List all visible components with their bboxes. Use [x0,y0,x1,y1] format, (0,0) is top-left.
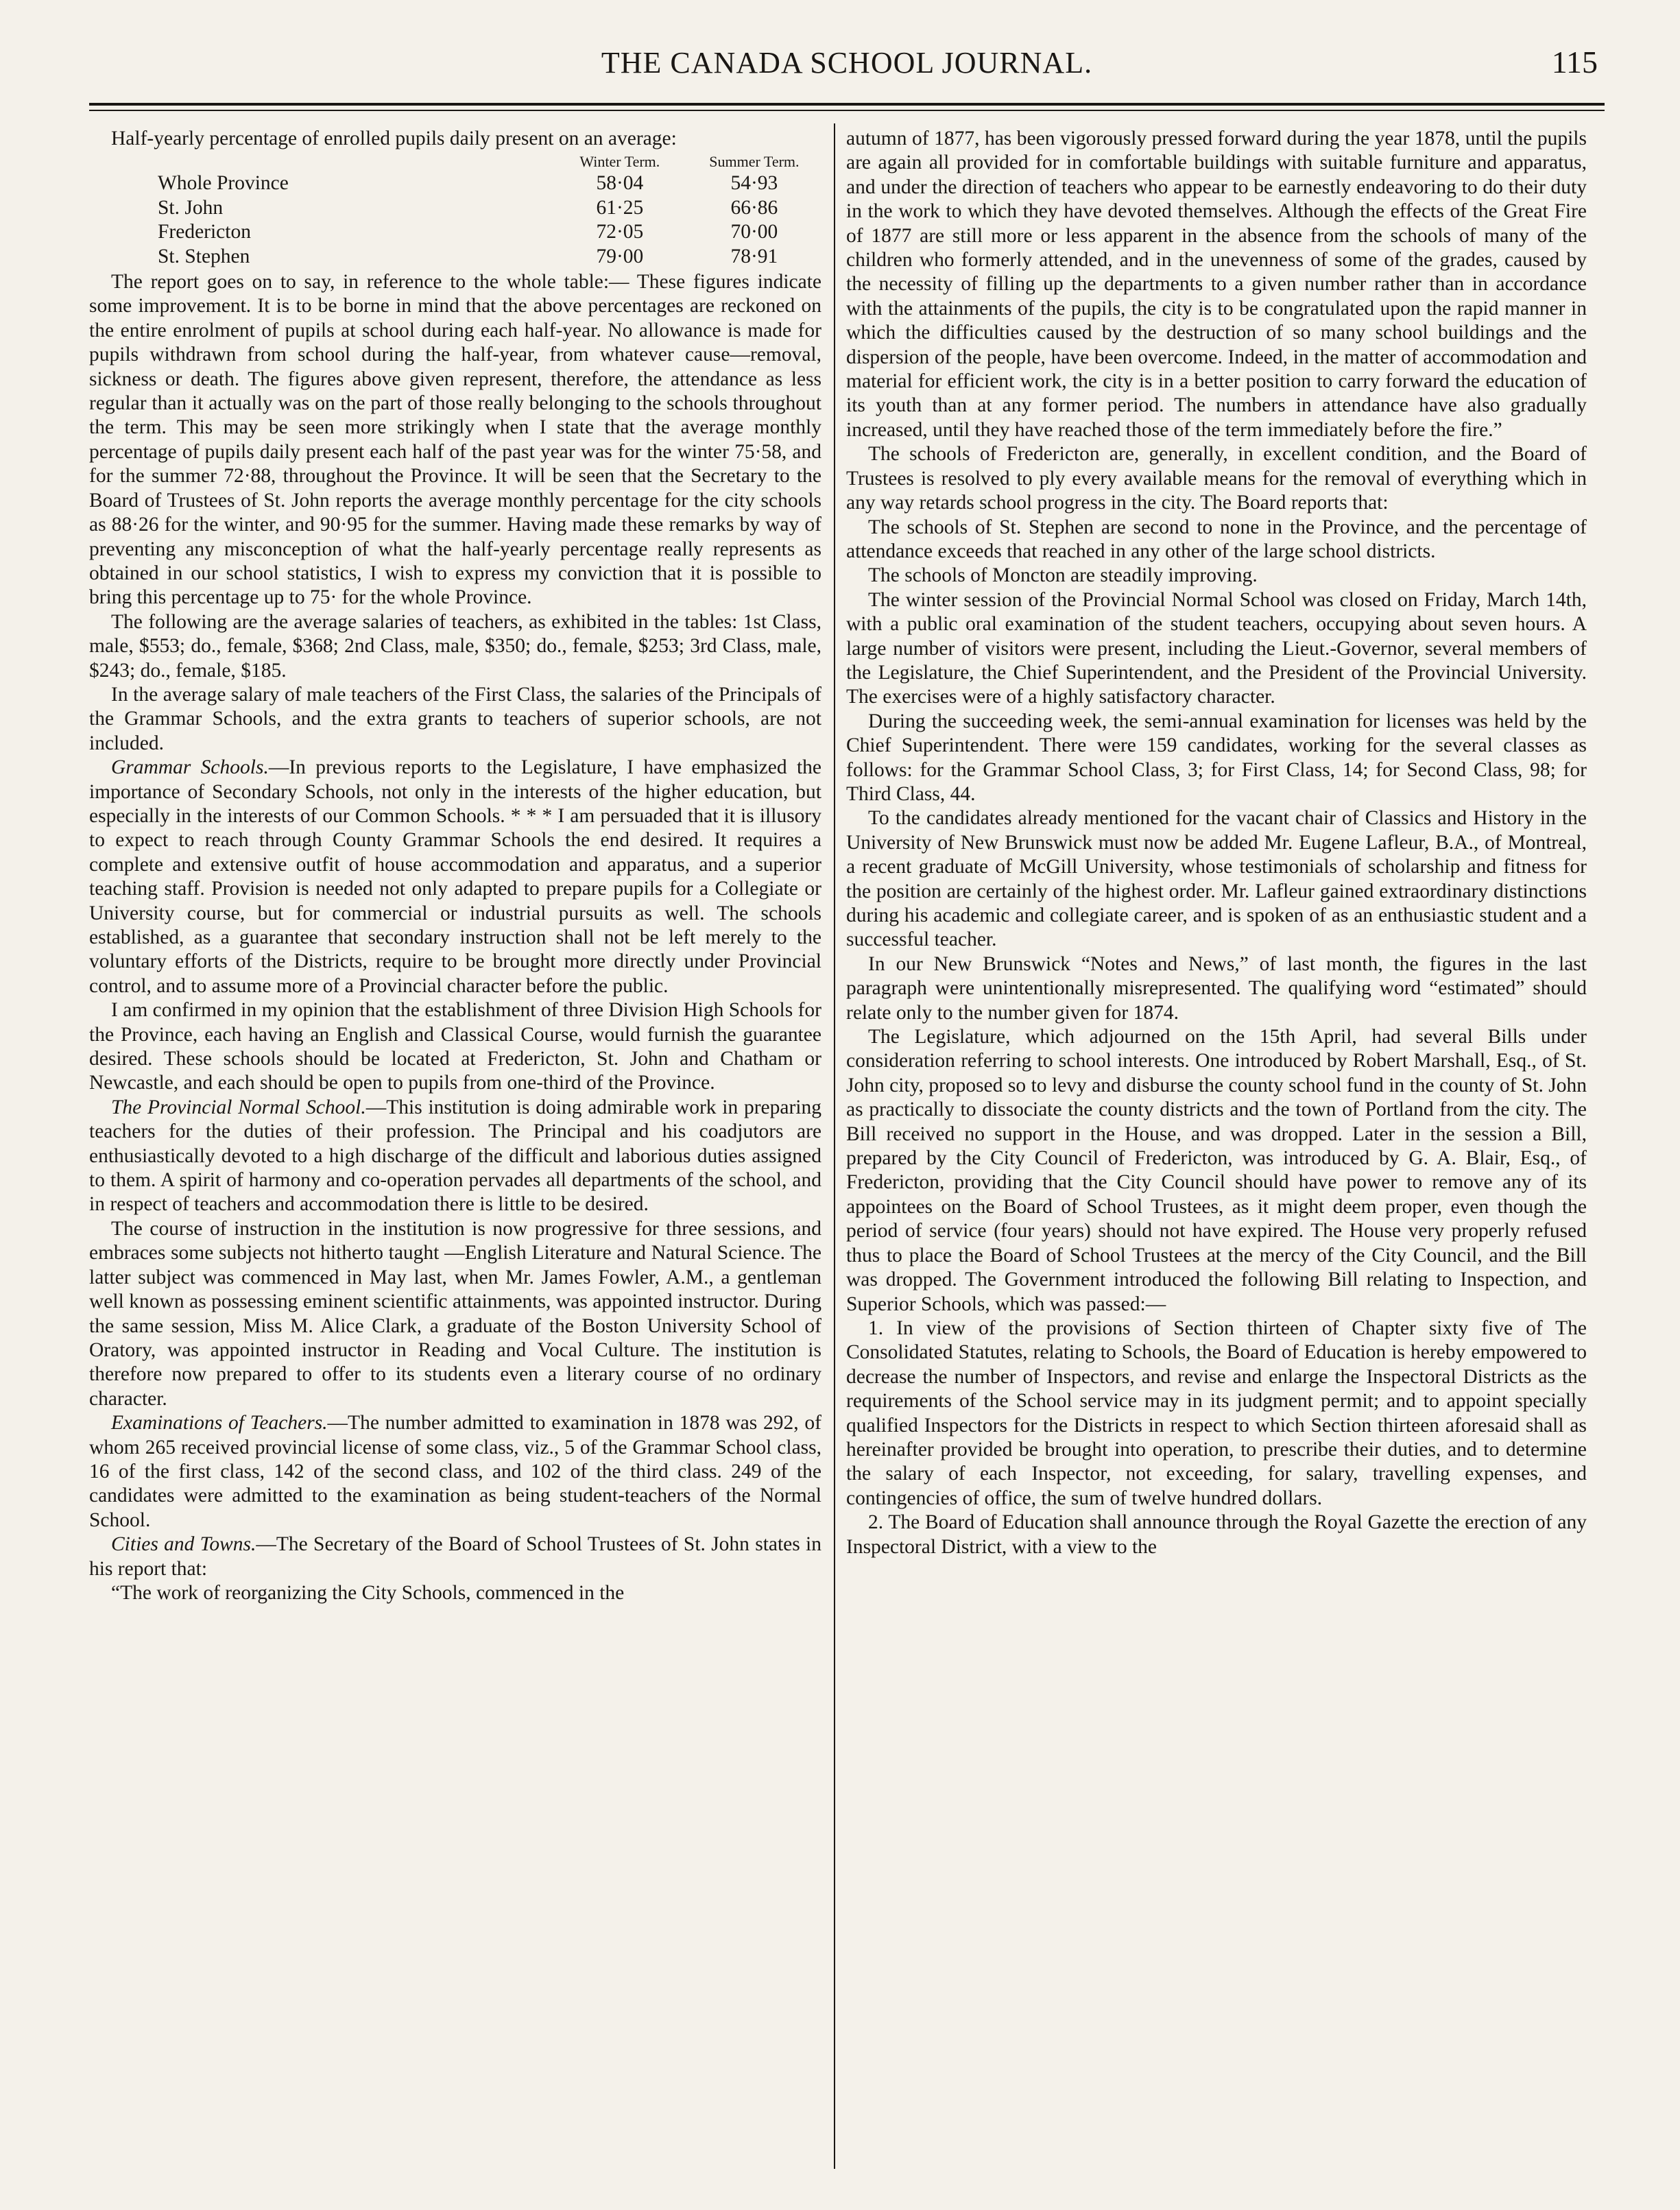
winter-value: 58·04 [596,172,644,195]
paragraph: The following are the average salaries of teachers, as exhibited in the tables: 1st Class, male, $553; do., female, $368; 2nd Class, male, $350; do., female, $253; 3rd Class, male, $243; do., female, $185. [89,610,821,682]
paragraph [89,1096,821,1217]
winter-value: 61·25 [596,196,644,219]
attendance-table [89,152,821,269]
paragraph [89,756,821,998]
section-heading: Grammar Schools. [111,756,269,779]
paragraph: The schools of Fredericton are, generally, in excellent condition, and the Board of Trustees is resolved to ply every available means for the removal of everything which in any way retards school progress in the city. The Board reports that: [846,443,1587,514]
table-row [89,196,821,220]
left-column [89,127,821,2169]
running-title: THE CANADA SCHOOL JOURNAL. [601,46,1093,80]
section-heading: Cities and Towns. [111,1533,256,1556]
column-divider [834,123,835,2169]
winter-value: 79·00 [596,245,644,267]
paragraph: I am confirmed in my opinion that the establishment of three Division High Schools for the Province, each having an English and Classical Course, would furnish the guarantee desired. These schools should be located at Fredericton, St. John and Chatham or Newcastle, and each should be open to pupils from one-third of the Province. [89,999,821,1094]
paragraph: During the succeeding week, the semi-annual examination for licenses was held by the Chief Superintendent. There were 159 candidates, working for the several classes as follows: for the Grammar School Class, 3; for First Class, 14; for Second Class, 98; for Third Class, 44. [846,710,1587,805]
paragraph: 1. In view of the provisions of Section thirteen of Chapter sixty five of The Consolidated Statutes, relating to Schools, the Board of Education is hereby empowered to decrease the number of Inspectors, and revise and enlarge the Inspectoral Districts as the requirements of the School service may in its judgment permit; and to appoint specially qualified Inspectors for the Districts in respect to which Section thirteen aforesaid shall as hereinafter provided be brought into operation, to prescribe their duties, and to determine the salary of each Inspector, not exceeding, for salary, travelling expenses, and contingencies of office, the sum of twelve hundred dollars. [846,1317,1587,1509]
paragraph: 2. The Board of Education shall announce through the Royal Gazette the erection of any Inspectoral District, with a view to the [846,1511,1587,1558]
table-intro: Half-yearly percentage of enrolled pupils daily present on an average: [111,128,677,149]
paragraph: autumn of 1877, has been vigorously pressed forward during the year 1878, until the pupils are again all provided for in comfortable buildings with suitable furniture and apparatus, and under the direction of teachers who appear to be earnestly endeavoring to do their duty in the work to which they have devoted themselves. Although the effects of the Great Fire of 1877 are still more or less apparent in the absence from the schools of many of the children who formerly attended, and in the unevenness of some of the grades, caused by the necessity of filling up the departments to a given number rather than in accordance with the attainments of the pupils, the city is to be congratulated upon the rapid manner in which the difficulties caused by the destruction of so many school buildings and the dispersion of the people, have been overcome. Indeed, in the matter of accommodation and material for efficient work, the city is in a better position to carry forward the education of its youth than at any former period. The numbers in attendance have also gradually increased, until they have reached those of the term immediately before the fire.” [846,128,1587,441]
header-rule-thick [89,103,1605,106]
table-row [89,245,821,269]
table-row [89,171,821,195]
section-heading: Examinations of Teachers. [111,1412,328,1434]
page-number: 115 [1551,45,1598,80]
summer-value: 78·91 [730,245,778,267]
paragraph: The winter session of the Provincial Normal School was closed on Friday, March 14th, with a public oral examination of the student teachers, occupying about seven hours. A large number of visitors were present, including the Lieut.-Governor, several members of the Legislature, the Chief Superintendent, and the President of the Provincial University. The exercises were of a highly satisfactory character. [846,588,1587,708]
paragraph-text: —The Secretary of the Board of School Trustees of St. John states in his report that: [89,1533,821,1580]
right-column [846,127,1587,2169]
place-name: Fredericton [158,221,251,243]
paragraph: To the candidates already mentioned for the vacant chair of Classics and History in the University of New Brunswick must now be added Mr. Eugene Lafleur, B.A., of Montreal, a recent graduate of McGill University, whose testimonials of scholarship and fitness for the position are certainly of the highest order. Mr. Lafleur gained extraordinary distinctions during his academic and collegiate career, and is spoken of as an enthusiastic student and a successful teacher. [846,807,1587,951]
paragraph [89,1411,821,1533]
paragraph: The schools of St. Stephen are second to none in the Province, and the percentage of attendance exceeds that reached in any other of the large school districts. [846,516,1587,562]
paragraph: The report goes on to say, in reference to the whole table:— These figures indicate some improvement. It is to be borne in mind that the above percentages are reckoned on the entire enrolment of pupils at school during each half-year. No allowance is made for pupils withdrawn from school during the half-year, from whatever cause—removal, sickness or death. The figures above given represent, therefore, the attendance as less regular than it actually was on the part of those really belonging to the schools throughout the term. This may be seen more strikingly when I state that the average monthly percentage of pupils daily present each half of the past year was for the winter 75·58, and for the summer 72·88, throughout the Province. It will be seen that the Secretary to the Board of Trustees of St. John reports the average monthly percentage for the city schools as 88·26 for the winter, and 90·95 for the summer. Having made these remarks by way of preventing any misconception of what the half-yearly percentage really represents as obtained in our school statistics, I wish to express my conviction that it is possible to bring this percentage up to 75· for the whole Province. [89,271,821,609]
winter-value: 72·05 [596,221,644,243]
paragraph-text: —The number admitted to examination in 1878 was 292, of whom 265 received provincial license of some class, viz., 5 of the Grammar School class, 16 of the first class, 142 of the second class, and 102 of the third class. 249 of the candidates were admitted to the examination as being student-teachers of the Normal School. [89,1412,821,1531]
paragraph: In the average salary of male teachers of the First Class, the salaries of the Principals of the Grammar Schools, and the extra grants to teachers of superior schools, are not included. [89,683,821,754]
column-header-summer: Summer Term. [709,153,800,171]
section-heading: The Provincial Normal School. [111,1096,366,1118]
paragraph: In our New Brunswick “Notes and News,” of last month, the figures in the last paragraph were unintentionally misrepresented. The qualifying word “estimated” should relate only to the number given for 1874. [846,952,1587,1024]
paragraph-text: —This institution is doing admirable work in preparing teachers for the duties of their profession. The Principal and his coadjutors are enthusiastically devoted to a high discharge of the difficult and laborious duties assigned to them. A spirit of harmony and co-operation pervades all departments of the school, and in respect of teachers and accommodation there is little to be desired. [89,1096,821,1216]
place-name: St. Stephen [158,245,250,267]
summer-value: 70·00 [730,221,778,243]
summer-value: 66·86 [730,196,778,219]
column-header-winter: Winter Term. [579,153,660,171]
table-row [89,220,821,244]
place-name: St. John [158,196,224,219]
summer-value: 54·93 [730,172,778,195]
paragraph-text: —In previous reports to the Legislature, I have emphasized the importance of Secondary Schools, not only in the interests of the higher education, but especially in the interests of our Common Schools. * * * I am persuaded that it is illusory to expect to reach through County Grammar Schools the end desired. It requires a complete and extensive outfit of house accommodation and apparatus, and a superior teaching staff. Provision is needed not only adapted to prepare pupils for a Collegiate or University course, but for commercial or industrial pursuits as well. The schools established, as a guarantee that secondary instruction shall not be left merely to the voluntary efforts of the Districts, require to be brought more directly under Provincial control, and to assume more of a Provincial character before the public. [89,756,821,997]
paragraph: The course of instruction in the institution is now progressive for three sessions, and embraces some subjects not hitherto taught —English Literature and Natural Science. The latter subject was commenced in May last, when Mr. James Fowler, A.M., a gentleman well known as possessing eminent scientific attainments, was appointed instructor. During the same session, Miss M. Alice Clark, a graduate of the Boston University School of Oratory, was appointed instructor in Reading and Vocal Culture. The institution is therefore now prepared to offer to its students even a literary course of no ordinary character. [89,1217,821,1410]
paragraph [89,1533,821,1581]
paragraph: “The work of reorganizing the City Schools, commenced in the [111,1581,625,1604]
paragraph: The Legislature, which adjourned on the 15th April, had several Bills under consideration referring to school interests. One introduced by Robert Marshall, Esq., of St. John city, proposed so to levy and disburse the county school fund in the county of St. John as practically to dissociate the county districts and the town of Portland from the city. The Bill received no support in the House, and was dropped. Later in the session a Bill, prepared by the City Council of Fredericton, was introduced by G. A. Blair, Esq., of Fredericton, providing that the City Council should have power to remove any of its appointees on the Board of School Trustees, as it might deem proper, even though the period of service (four years) should not have expired. The House very properly refused thus to place the Board of School Trustees at the mercy of the City Council, and the Bill was dropped. The Government introduced the following Bill relating to Inspection, and Superior Schools, which was passed:— [846,1026,1587,1315]
attendance-table-header [89,152,821,171]
paragraph: The schools of Moncton are steadily improving. [868,564,1258,587]
place-name: Whole Province [158,172,289,195]
page-header [89,33,1605,101]
header-rule-thin [89,110,1605,111]
